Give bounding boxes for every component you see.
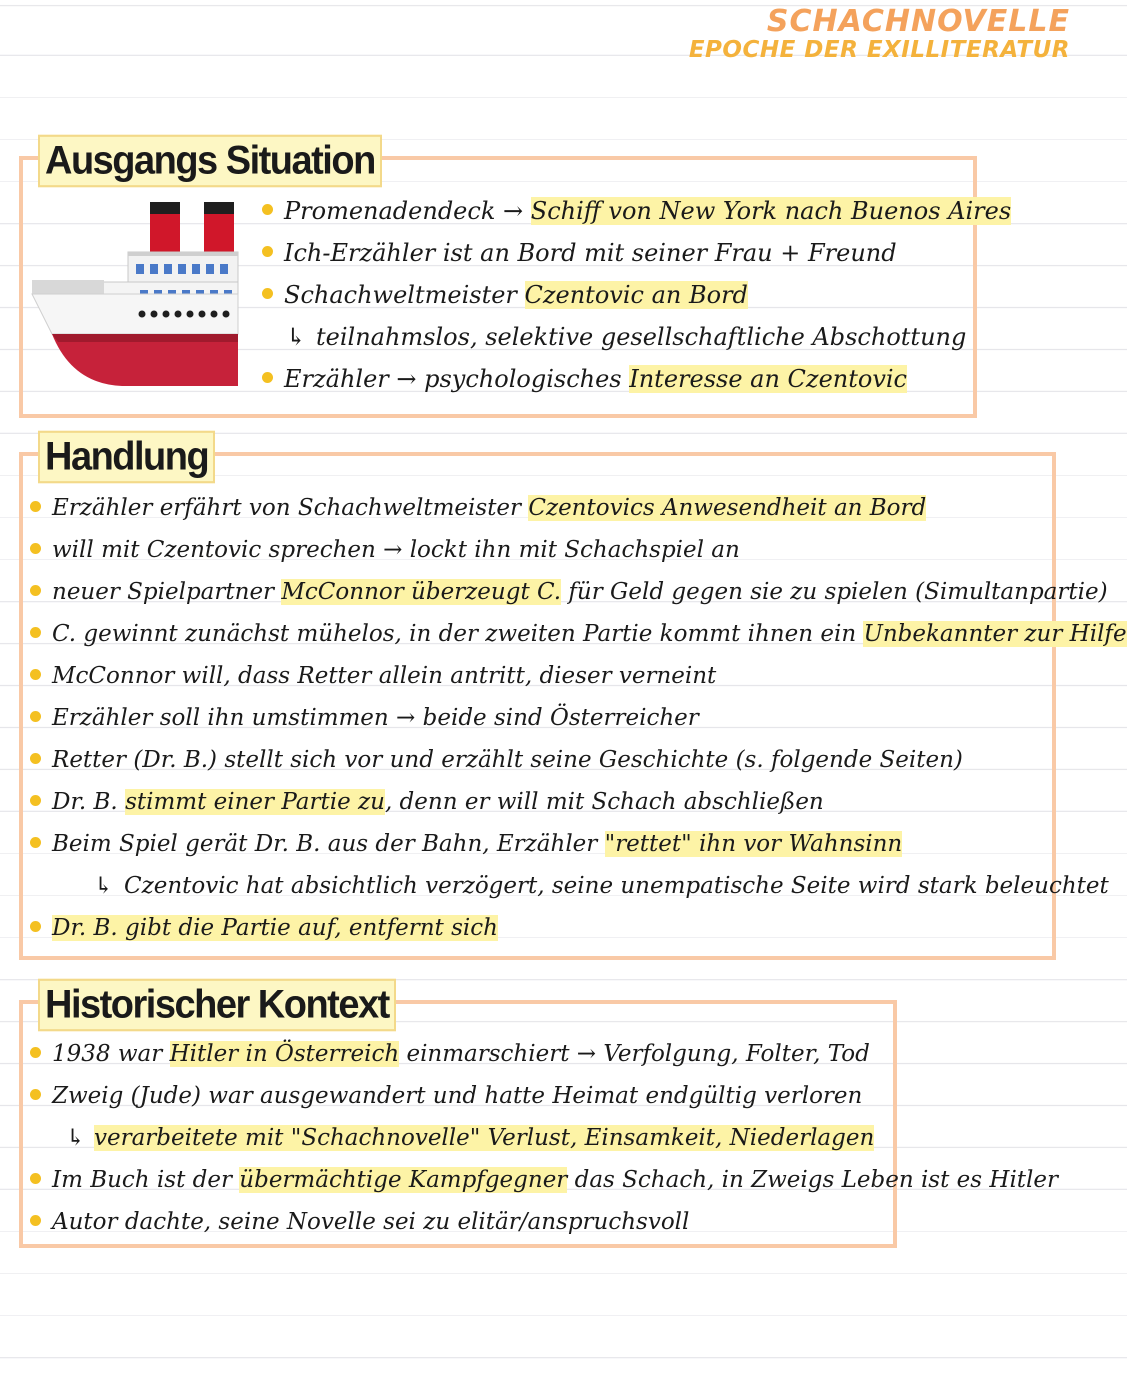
list-item: Erzähler soll ihn umstimmen → beide sind Österreicher xyxy=(30,697,1127,739)
page-header xyxy=(689,4,1070,63)
ship-icon xyxy=(32,196,238,392)
list-item: Ich-Erzähler ist an Bord mit seiner Frau + Freund xyxy=(262,232,1011,274)
list-item: neuer Spielpartner McConnor überzeugt C. für Geld gegen sie zu spielen (Simultanpartie) xyxy=(30,571,1127,613)
bullet-dot xyxy=(30,501,41,512)
bullet-dot xyxy=(30,585,41,596)
list-item: Autor dachte, seine Novelle sei zu elitär/anspruchsvoll xyxy=(30,1201,1058,1243)
list-subitem: ↳ Czentovic hat absichtlich verzögert, seine unempatische Seite wird stark beleuchtet xyxy=(30,865,1127,907)
bullet-dot xyxy=(262,372,273,383)
bullet-dot xyxy=(262,204,273,215)
list-item: Dr. B. gibt die Partie auf, entfernt sich xyxy=(30,907,1127,949)
bullet-dot xyxy=(262,288,273,299)
bullet-dot xyxy=(262,246,273,257)
list-ausgang xyxy=(262,190,1011,400)
section-heading-ausgang: Ausgangs Situation xyxy=(38,135,382,188)
bullet-dot xyxy=(30,627,41,638)
bullet-dot xyxy=(30,543,41,554)
bullet-dot xyxy=(30,1089,41,1100)
bullet-dot xyxy=(30,837,41,848)
list-item: Beim Spiel gerät Dr. B. aus der Bahn, Erzähler "rettet" ihn vor Wahnsinn xyxy=(30,823,1127,865)
section-heading-kontext: Historischer Kontext xyxy=(38,979,396,1032)
return-arrow-icon: ↳ xyxy=(94,873,114,899)
list-kontext xyxy=(30,1033,1058,1243)
list-item: Zweig (Jude) war ausgewandert und hatte Heimat endgültig verloren xyxy=(30,1075,1058,1117)
return-arrow-icon: ↳ xyxy=(286,323,307,351)
list-item: Im Buch ist der übermächtige Kampfgegner das Schach, in Zweigs Leben ist es Hitler xyxy=(30,1159,1058,1201)
list-item: will mit Czentovic sprechen → lockt ihn mit Schachspiel an xyxy=(30,529,1127,571)
bullet-dot xyxy=(30,1047,41,1058)
bullet-dot xyxy=(30,1173,41,1184)
list-item: C. gewinnt zunächst mühelos, in der zweiten Partie kommt ihnen ein Unbekannter zur Hilfe xyxy=(30,613,1127,655)
list-item: Erzähler → psychologisches Interesse an Czentovic xyxy=(262,358,1011,400)
list-item: Erzähler erfährt von Schachweltmeister Czentovics Anwesendheit an Bord xyxy=(30,487,1127,529)
bullet-dot xyxy=(30,921,41,932)
list-subitem: ↳ teilnahmslos, selektive gesellschaftliche Abschottung xyxy=(262,316,1011,358)
list-item: McConnor will, dass Retter allein antritt, dieser verneint xyxy=(30,655,1127,697)
list-item: Dr. B. stimmt einer Partie zu, denn er will mit Schach abschließen xyxy=(30,781,1127,823)
list-item: Schachweltmeister Czentovic an Bord xyxy=(262,274,1011,316)
page-title: SCHACHNOVELLE xyxy=(766,4,1070,39)
bullet-dot xyxy=(30,711,41,722)
return-arrow-icon: ↳ xyxy=(66,1125,86,1151)
bullet-dot xyxy=(30,669,41,680)
list-item: Retter (Dr. B.) stellt sich vor und erzählt seine Geschichte (s. folgende Seiten) xyxy=(30,739,1127,781)
list-subitem: ↳ verarbeitete mit "Schachnovelle" Verlust, Einsamkeit, Niederlagen xyxy=(30,1117,1058,1159)
list-item: 1938 war Hitler in Österreich einmarschiert → Verfolgung, Folter, Tod xyxy=(30,1033,1058,1075)
bullet-dot xyxy=(30,1215,41,1226)
section-heading-handlung: Handlung xyxy=(38,431,215,484)
page-subtitle: EPOCHE DER EXILLITERATUR xyxy=(688,37,1070,63)
bullet-dot xyxy=(30,795,41,806)
list-item: Promenadendeck → Schiff von New York nach Buenos Aires xyxy=(262,190,1011,232)
bullet-dot xyxy=(30,753,41,764)
list-handlung xyxy=(30,487,1127,949)
